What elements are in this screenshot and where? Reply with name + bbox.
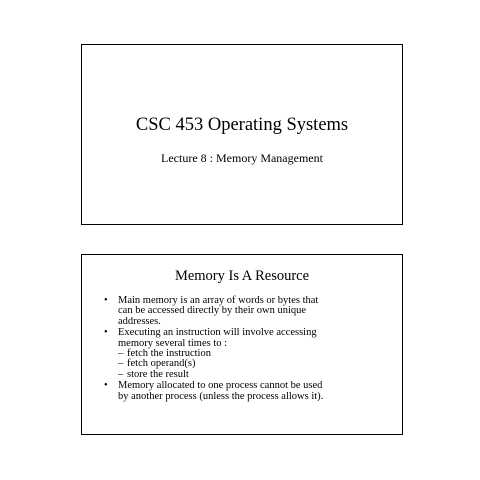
sub-bullet-text: fetch the instruction	[127, 348, 211, 360]
bullet-line: Main memory is an array of words or bytes that	[118, 295, 319, 306]
bullet-item	[104, 296, 394, 327]
bullet-line: memory several times to :	[118, 337, 228, 349]
bullet-line: by another process (unless the process allows it).	[118, 390, 324, 402]
sub-bullet-text: fetch operand(s)	[127, 358, 196, 370]
sub-bullet-list	[118, 349, 394, 380]
dash-marker: –	[118, 368, 124, 380]
bullet-marker: •	[104, 295, 108, 306]
bullet-line: addresses.	[118, 315, 161, 327]
slide-1-subtitle: Lecture 8 : Memory Management	[161, 151, 323, 165]
sub-bullet-text: store the result	[127, 368, 189, 380]
bullet-item	[104, 381, 394, 402]
bullet-line: can be accessed directly by their own unique	[118, 305, 307, 317]
dash-marker: –	[118, 348, 124, 360]
bullet-marker: •	[104, 327, 108, 339]
slide-1-title: CSC 453 Operating Systems	[135, 115, 349, 135]
sub-bullet-item	[118, 370, 394, 380]
bullet-list	[104, 296, 394, 403]
slide-2	[81, 254, 403, 435]
dash-marker: –	[118, 358, 124, 370]
bullet-line: Executing an instruction will involve accessing	[118, 327, 317, 339]
slide-1	[81, 44, 403, 225]
bullet-line: Memory allocated to one process cannot be used	[118, 380, 323, 392]
slide-2-title: Memory Is A Resource	[174, 268, 310, 284]
bullet-item	[104, 328, 394, 380]
bullet-marker: •	[104, 380, 108, 392]
